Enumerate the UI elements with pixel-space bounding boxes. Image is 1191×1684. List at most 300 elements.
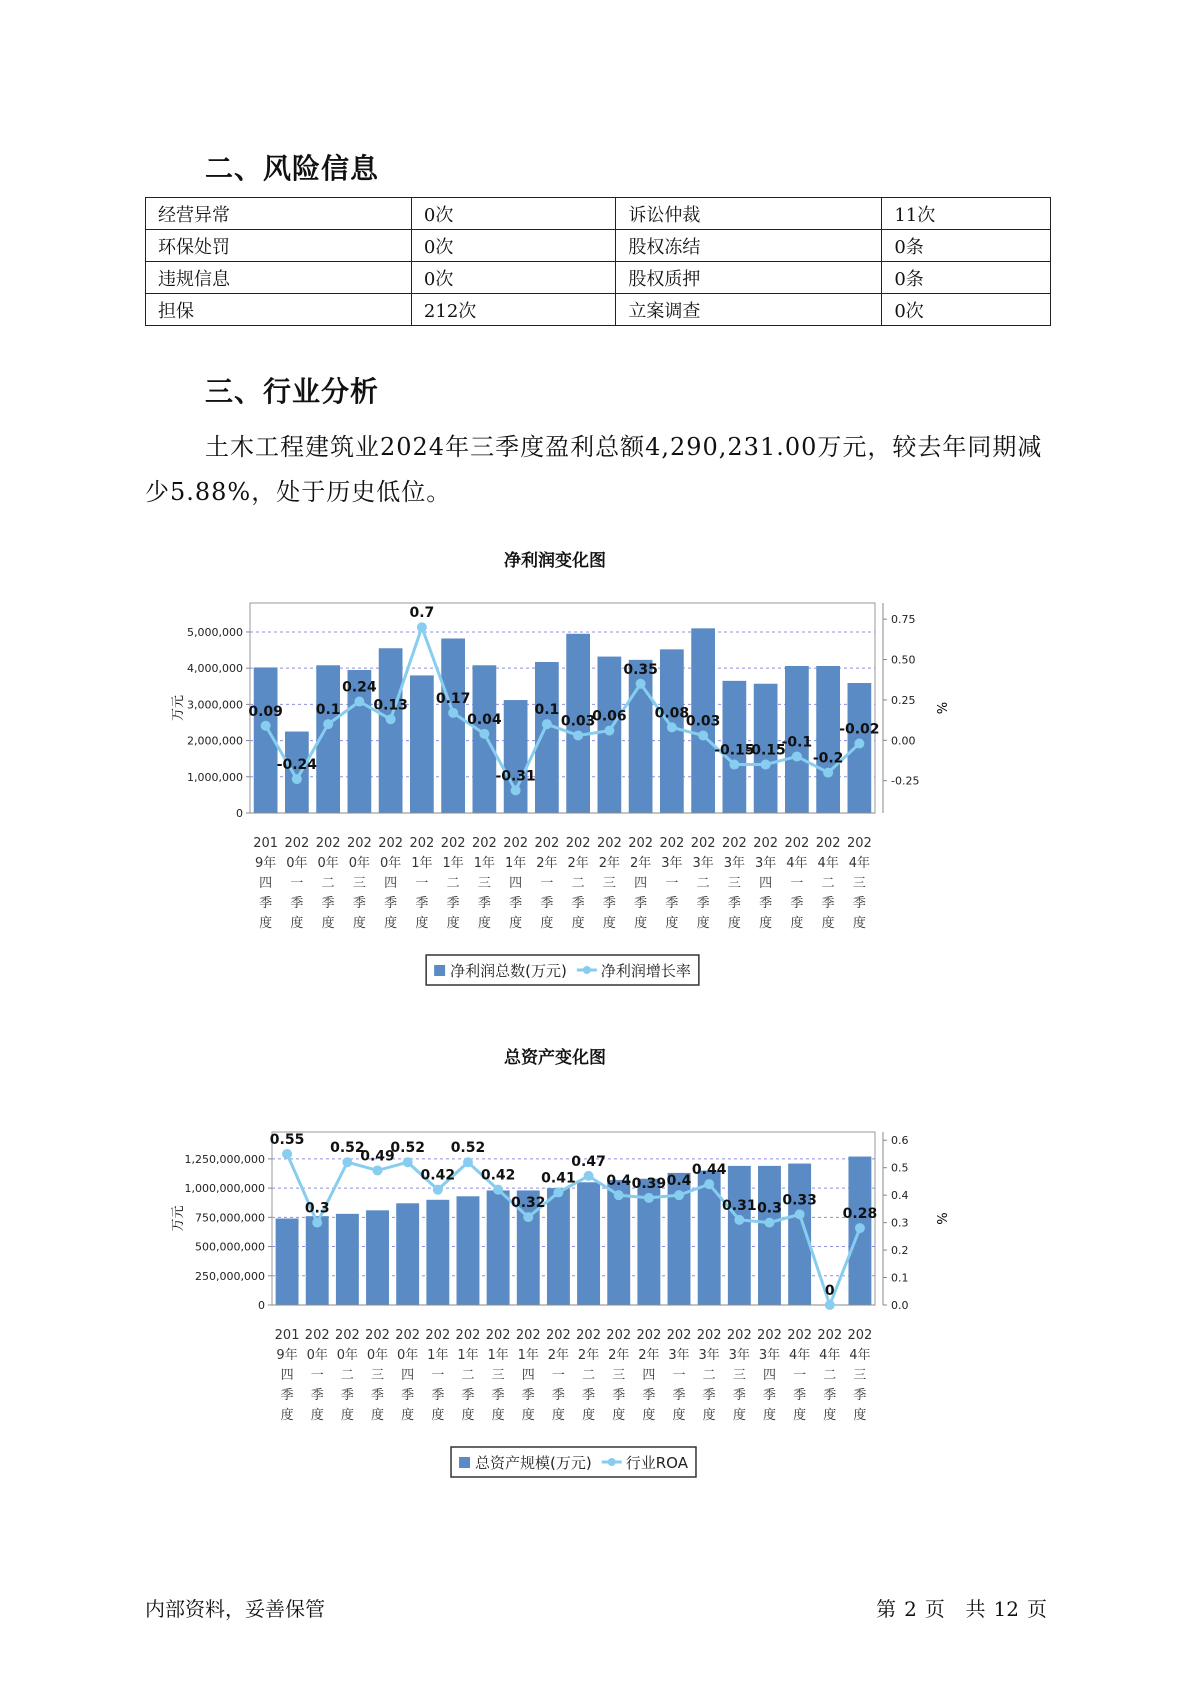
x-tick-label — [335, 1328, 360, 1423]
line-point — [644, 1193, 654, 1203]
data-label: 0.03 — [560, 713, 596, 730]
bar — [473, 665, 497, 813]
x-tick-label-part: 二 — [571, 876, 585, 891]
y-tick-label: 2,000,000 — [187, 734, 243, 748]
x-tick-label-part: 度 — [321, 916, 335, 931]
y2-tick-label: 0.75 — [891, 613, 916, 627]
x-tick-label-part: 三 — [477, 876, 491, 891]
x-tick-label-part: 3年 — [723, 856, 746, 871]
x-tick-label — [597, 836, 622, 931]
x-tick-label-part: 3年 — [728, 1348, 750, 1363]
x-tick-label-part: 202 — [395, 1328, 421, 1343]
x-tick-label — [576, 1328, 601, 1423]
x-tick-label-part: 季 — [521, 1388, 535, 1403]
x-tick-label-part: 2年 — [608, 1348, 630, 1363]
data-label: 0.44 — [691, 1162, 727, 1179]
x-tick-label — [727, 1328, 752, 1423]
x-tick-label-part: 四 — [280, 1368, 294, 1383]
bar — [457, 1196, 480, 1305]
bar — [336, 1214, 359, 1305]
x-tick-label-part: 度 — [431, 1408, 445, 1423]
line-point — [584, 1171, 594, 1181]
x-tick-label-part: 度 — [259, 916, 273, 931]
x-tick-label-part: 度 — [371, 1408, 385, 1423]
x-tick-label — [753, 836, 778, 931]
x-tick-label-part: 202 — [503, 836, 529, 851]
line-point — [354, 697, 364, 707]
x-tick-label — [667, 1328, 692, 1423]
x-tick-label — [425, 1328, 450, 1423]
x-tick-label-part: 度 — [461, 1408, 475, 1423]
data-label: -0.1 — [781, 734, 813, 751]
data-label: 0.3 — [304, 1200, 330, 1217]
x-tick-label-part: 季 — [696, 896, 710, 911]
x-tick-label-part: 季 — [310, 1388, 324, 1403]
x-tick-label-part: 季 — [642, 1388, 656, 1403]
x-tick-label-part: 四 — [642, 1368, 656, 1383]
line-point — [729, 760, 739, 770]
data-label: 0.04 — [467, 711, 502, 728]
data-label: 0.03 — [685, 713, 721, 730]
x-tick-label-part: 1年 — [517, 1348, 539, 1363]
x-tick-label-part: 度 — [634, 916, 648, 931]
x-tick-label-part: 度 — [696, 916, 710, 931]
line-point — [282, 1149, 292, 1159]
chart-title: 总资产变化图 — [504, 1048, 606, 1068]
data-label: 0 — [824, 1283, 835, 1299]
bar — [379, 648, 403, 813]
x-tick-label-part: 季 — [602, 896, 616, 911]
x-tick-label-part: 202 — [284, 836, 310, 851]
x-tick-label-part: 二 — [461, 1368, 475, 1383]
line-point — [795, 1209, 805, 1219]
legend-bar-swatch — [434, 965, 445, 976]
x-tick-label-part: 一 — [290, 876, 304, 891]
plot-area — [250, 603, 875, 813]
x-tick-label-part: 一 — [551, 1368, 565, 1383]
x-tick-label-part: 度 — [540, 916, 554, 931]
y2-tick-label: 0.2 — [891, 1244, 909, 1258]
x-tick-label — [847, 836, 872, 931]
x-tick-label-part: 度 — [642, 1408, 656, 1423]
data-label: 0.42 — [420, 1167, 456, 1184]
data-label: 0.06 — [592, 708, 627, 725]
x-tick-label-part: 202 — [659, 836, 685, 851]
x-tick-label-part: 202 — [425, 1328, 451, 1343]
y2-tick-label: 0.5 — [891, 1161, 909, 1175]
x-tick-label-part: 202 — [409, 836, 435, 851]
x-tick-label-part: 四 — [759, 876, 773, 891]
x-tick-label-part: 季 — [446, 896, 460, 911]
bar — [487, 1190, 510, 1305]
data-label: 0.1 — [534, 702, 560, 719]
x-tick-label-part: 季 — [727, 896, 741, 911]
risk-item-value: 11次 — [882, 198, 1051, 230]
line-point — [553, 1187, 563, 1197]
y2-tick-label: 0.4 — [891, 1189, 909, 1203]
x-tick-label-part: 度 — [280, 1408, 294, 1423]
line-point — [312, 1218, 322, 1228]
data-label: 0.17 — [435, 690, 471, 707]
x-tick-label-part: 0年 — [317, 856, 339, 871]
data-label: 0.28 — [842, 1206, 878, 1223]
x-tick-label-part: 四 — [259, 876, 273, 891]
risk-item-label: 立案调查 — [616, 294, 882, 326]
x-tick-label-part: 季 — [582, 1388, 596, 1403]
x-tick-label-part: 度 — [491, 1408, 505, 1423]
x-tick-label-part: 3年 — [661, 856, 683, 871]
data-label: 0.32 — [511, 1195, 546, 1212]
x-tick-label-part: 季 — [762, 1388, 776, 1403]
x-tick-label-part: 二 — [702, 1368, 716, 1383]
x-tick-label-part: 季 — [823, 1388, 837, 1403]
data-label: 0.09 — [248, 703, 283, 720]
x-tick-label-part: 1年 — [411, 856, 433, 871]
x-tick-label-part: 季 — [259, 896, 273, 911]
line-point — [761, 760, 771, 770]
x-tick-label-part: 3年 — [754, 856, 777, 871]
chart-legend — [451, 1447, 696, 1477]
line-point — [542, 719, 552, 729]
data-label: 0.1 — [315, 702, 341, 719]
data-label: 0.4 — [666, 1173, 692, 1190]
x-tick-label-part: 度 — [793, 1408, 807, 1423]
net-profit-chart — [170, 548, 1030, 998]
x-tick-label-part: 季 — [491, 1388, 505, 1403]
x-tick-label-part: 度 — [290, 916, 304, 931]
line-point — [704, 1179, 714, 1189]
x-tick-label-part: 三 — [491, 1368, 505, 1383]
x-tick-label — [757, 1328, 782, 1423]
x-tick-label-part: 季 — [571, 896, 585, 911]
x-tick-label-part: 三 — [853, 1368, 867, 1383]
risk-item-label: 股权质押 — [616, 262, 882, 294]
x-tick-label-part: 202 — [440, 836, 466, 851]
legend-line-marker — [583, 966, 591, 974]
x-tick-label-part: 一 — [790, 876, 804, 891]
x-tick-label — [378, 836, 403, 931]
line-point — [764, 1218, 774, 1228]
risk-item-value: 0条 — [882, 262, 1051, 294]
x-tick-label-part: 季 — [702, 1388, 716, 1403]
x-tick-label-part: 度 — [762, 1408, 776, 1423]
x-tick-label-part: 0年 — [348, 856, 371, 871]
data-label: 0.3 — [757, 1200, 782, 1217]
risk-item-label: 经营异常 — [146, 198, 412, 230]
x-tick-label-part: 二 — [582, 1368, 596, 1383]
y-axis-label: 万元 — [171, 694, 186, 722]
x-tick-label-part: 1年 — [442, 856, 464, 871]
data-label: 0.52 — [330, 1140, 365, 1157]
x-tick-label-part: 202 — [784, 836, 810, 851]
bar — [306, 1216, 329, 1305]
chart-legend — [426, 955, 699, 985]
x-tick-label-part: 季 — [415, 896, 429, 911]
risk-table-row — [146, 262, 1051, 294]
x-tick-label-part: 度 — [401, 1408, 415, 1423]
x-tick-label-part: 度 — [665, 916, 679, 931]
bar — [396, 1203, 419, 1305]
line-point — [479, 729, 489, 739]
line-point — [825, 1300, 835, 1310]
x-tick-label-part: 季 — [634, 896, 648, 911]
x-tick-label-part: 度 — [509, 916, 523, 931]
line-point — [636, 679, 646, 689]
x-tick-label-part: 度 — [672, 1408, 686, 1423]
x-tick-label-part: 季 — [352, 896, 366, 911]
x-tick-label — [659, 836, 684, 931]
line-point — [417, 622, 427, 632]
x-tick-label-part: 2年 — [567, 856, 589, 871]
x-tick-label — [441, 836, 466, 931]
x-tick-label-part: 1年 — [473, 856, 496, 871]
data-label: -0.2 — [812, 750, 844, 767]
x-tick-label-part: 202 — [515, 1328, 541, 1343]
x-tick-label-part: 季 — [384, 896, 398, 911]
x-tick-label-part: 一 — [540, 876, 554, 891]
x-tick-label-part: 202 — [696, 1328, 722, 1343]
y-tick-label: 1,000,000 — [187, 770, 243, 784]
x-tick-label-part: 2年 — [536, 856, 558, 871]
x-tick-label — [566, 836, 591, 931]
x-tick-label-part: 度 — [352, 916, 366, 931]
x-tick-label-part: 202 — [315, 836, 341, 851]
x-tick-label-part: 二 — [321, 876, 335, 891]
x-tick-label-part: 度 — [415, 916, 429, 931]
legend-line-marker — [608, 1458, 616, 1466]
risk-table-row — [146, 294, 1051, 326]
x-tick-label-part: 度 — [852, 916, 866, 931]
x-tick-label — [628, 836, 653, 931]
data-label: 0.35 — [623, 661, 658, 678]
x-tick-label-part: 2年 — [638, 1348, 660, 1363]
x-tick-label-part: 202 — [753, 836, 779, 851]
data-label: 0.49 — [360, 1148, 395, 1165]
x-tick-label-part: 度 — [823, 1408, 837, 1423]
x-tick-label-part: 度 — [702, 1408, 716, 1423]
x-tick-label-part: 三 — [612, 1368, 626, 1383]
x-tick-label-part: 4年 — [819, 1348, 841, 1363]
y2-tick-label: 0.0 — [891, 1299, 909, 1312]
risk-item-label: 环保处罚 — [146, 230, 412, 262]
data-label: -0.02 — [839, 721, 880, 738]
x-tick-label-part: 0年 — [379, 856, 402, 871]
x-tick-label-part: 202 — [787, 1328, 813, 1343]
total-assets-chart-svg — [170, 1045, 1030, 1495]
bar — [577, 1182, 600, 1305]
x-tick-label-part: 202 — [606, 1328, 632, 1343]
chart-body — [171, 1132, 948, 1477]
line-point — [386, 714, 396, 724]
line-point — [342, 1157, 352, 1167]
x-tick-label-part: 季 — [340, 1388, 354, 1403]
x-tick-label-part: 度 — [727, 916, 741, 931]
y2-axis-label: % — [933, 1212, 948, 1225]
x-tick-label — [275, 1328, 300, 1423]
x-tick-label-part: 一 — [793, 1368, 807, 1383]
x-tick-label-part: 202 — [817, 1328, 843, 1343]
y2-tick-label: 0.1 — [891, 1271, 909, 1285]
y-tick-label: 0 — [258, 1299, 265, 1312]
x-tick-label-part: 季 — [665, 896, 679, 911]
line-point — [493, 1185, 503, 1195]
x-tick-label — [606, 1328, 631, 1423]
x-tick-label-part: 二 — [446, 876, 460, 891]
x-tick-label-part: 202 — [757, 1328, 782, 1343]
x-tick-label-part: 202 — [690, 836, 716, 851]
x-tick-label-part: 202 — [304, 1328, 330, 1343]
y-tick-label: 5,000,000 — [187, 625, 243, 639]
data-label: 0.4 — [606, 1173, 632, 1190]
x-tick-label-part: 度 — [521, 1408, 535, 1423]
x-tick-label — [365, 1328, 390, 1423]
risk-item-value: 0次 — [411, 230, 615, 262]
x-tick-label-part: 季 — [852, 896, 866, 911]
x-tick-label-part: 3年 — [692, 856, 714, 871]
bar — [698, 1171, 721, 1305]
net-profit-chart-svg — [170, 548, 1030, 998]
line-point — [403, 1157, 413, 1167]
x-tick-label-part: 度 — [732, 1408, 746, 1423]
line-point — [463, 1157, 473, 1167]
x-tick-label — [816, 836, 841, 931]
bar — [410, 675, 434, 813]
x-tick-label-part: 度 — [612, 1408, 626, 1423]
data-label: 0.31 — [722, 1197, 757, 1214]
y2-tick-label: 0.25 — [891, 693, 916, 707]
x-tick-label-part: 202 — [815, 836, 841, 851]
legend-bar-swatch — [459, 1457, 470, 1468]
line-point — [674, 1190, 684, 1200]
x-tick-label-part: 0年 — [306, 1348, 328, 1363]
y2-tick-label: 0.6 — [891, 1134, 909, 1148]
data-label: -0.15 — [745, 742, 786, 759]
x-tick-label-part: 202 — [378, 836, 404, 851]
x-tick-label-part: 季 — [821, 896, 835, 911]
x-tick-label-part: 季 — [540, 896, 554, 911]
line-point — [323, 719, 333, 729]
x-tick-label-part: 202 — [365, 1328, 390, 1343]
x-tick-label-part: 二 — [696, 876, 710, 891]
x-tick-label-part: 度 — [571, 916, 585, 931]
x-tick-label-part: 季 — [280, 1388, 294, 1403]
y-tick-label: 250,000,000 — [195, 1269, 265, 1283]
x-tick-label — [784, 836, 809, 931]
data-label: 0.33 — [782, 1192, 817, 1209]
risk-item-label: 股权冻结 — [616, 230, 882, 262]
line-point — [614, 1190, 624, 1200]
footer-page-number — [872, 1593, 1051, 1622]
data-label: 0.13 — [373, 697, 408, 714]
x-tick-label-part: 0年 — [286, 856, 308, 871]
x-tick-label-part: 201 — [253, 836, 279, 851]
data-label: 0.08 — [654, 705, 690, 722]
risk-item-value: 0次 — [411, 198, 615, 230]
x-tick-label-part: 202 — [455, 1328, 481, 1343]
line-point — [667, 722, 677, 732]
x-tick-label — [503, 836, 528, 931]
legend-bar-label: 净利润总数(万元) — [450, 962, 567, 980]
footer-confidential-note: 内部资料，妥善保管 — [145, 1597, 325, 1621]
x-tick-label — [316, 836, 341, 931]
footer-total-prefix: 共 — [965, 1597, 986, 1621]
x-tick-label-part: 度 — [602, 916, 616, 931]
x-tick-label-part: 0年 — [397, 1348, 419, 1363]
industry-summary-paragraph: 土木工程建筑业2024年三季度盈利总额4,290,231.00万元，较去年同期减少5.88%，处于历史低位。 — [145, 433, 1043, 506]
risk-item-value: 0次 — [411, 262, 615, 294]
x-tick-label-part: 1年 — [427, 1348, 449, 1363]
x-tick-label-part: 4年 — [786, 856, 808, 871]
x-tick-label-part: 202 — [636, 1328, 662, 1343]
legend-line-label: 行业ROA — [625, 1454, 688, 1472]
x-tick-label — [516, 1328, 541, 1423]
x-tick-label-part: 二 — [823, 1368, 837, 1383]
x-tick-label-part: 3年 — [668, 1348, 690, 1363]
x-tick-label-part: 四 — [384, 876, 398, 891]
x-tick-label — [817, 1328, 842, 1423]
x-tick-label-part: 四 — [634, 876, 648, 891]
x-tick-label-part: 季 — [477, 896, 491, 911]
line-point — [604, 726, 614, 736]
y2-tick-label: 0.3 — [891, 1216, 909, 1230]
x-tick-label — [284, 836, 309, 931]
x-tick-label-part: 9年 — [254, 856, 277, 871]
y2-tick-label: 0.00 — [891, 734, 916, 748]
bar — [504, 700, 528, 813]
x-tick-label-part: 3年 — [698, 1348, 720, 1363]
x-tick-label-part: 202 — [576, 1328, 601, 1343]
x-tick-label-part: 2年 — [598, 856, 621, 871]
footer-page-prefix: 第 — [876, 1597, 897, 1621]
data-label: 0.52 — [390, 1140, 425, 1157]
x-tick-label-part: 度 — [551, 1408, 565, 1423]
x-tick-label-part: 度 — [853, 1408, 867, 1423]
x-tick-label-part: 202 — [471, 836, 497, 851]
bar — [441, 638, 465, 813]
x-tick-label — [787, 1328, 812, 1423]
y-tick-label: 0 — [236, 807, 243, 820]
risk-table-row — [146, 230, 1051, 262]
bar — [758, 1166, 781, 1305]
x-tick-label — [472, 836, 497, 931]
x-tick-label-part: 202 — [596, 836, 622, 851]
x-tick-label-part: 季 — [551, 1388, 565, 1403]
x-tick-label — [347, 836, 372, 931]
x-tick-label-part: 201 — [274, 1328, 300, 1343]
data-label: -0.31 — [495, 768, 536, 785]
risk-item-value: 212次 — [411, 294, 615, 326]
y-tick-label: 500,000,000 — [195, 1240, 265, 1254]
x-tick-label-part: 9年 — [276, 1348, 298, 1363]
line-point — [855, 1223, 865, 1233]
total-assets-chart — [170, 1045, 1030, 1495]
bar — [276, 1219, 299, 1306]
x-tick-label-part: 季 — [321, 896, 335, 911]
x-tick-label-part: 度 — [446, 916, 460, 931]
footer-page-suffix: 页 — [924, 1597, 945, 1621]
y2-tick-label: -0.25 — [891, 774, 920, 788]
x-tick-label-part: 度 — [340, 1408, 354, 1423]
x-tick-label-part: 四 — [521, 1368, 535, 1383]
industry-section-title: 三、行业分析 — [205, 375, 380, 408]
x-tick-label-part: 2年 — [577, 1348, 600, 1363]
x-tick-label-part: 季 — [732, 1388, 746, 1403]
data-label: -0.15 — [714, 742, 755, 759]
x-tick-label-part: 202 — [334, 1328, 360, 1343]
x-tick-label-part: 三 — [732, 1368, 746, 1383]
x-tick-label-part: 三 — [727, 876, 741, 891]
x-tick-label-part: 季 — [853, 1388, 867, 1403]
